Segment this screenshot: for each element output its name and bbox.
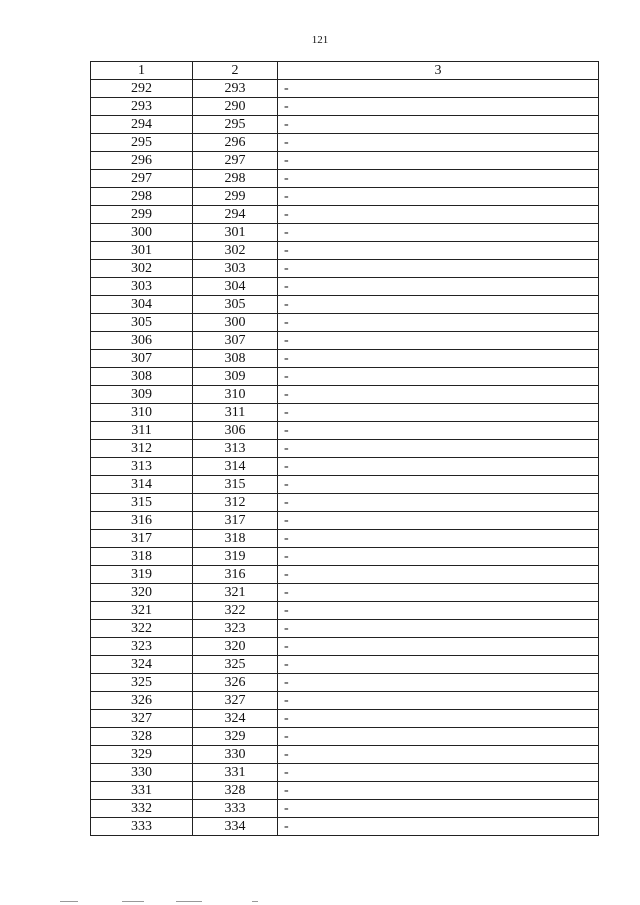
table-cell-col-2: 324: [193, 710, 278, 728]
table-row: [91, 782, 599, 800]
table-row: [91, 278, 599, 296]
table-cell-col-2: 323: [193, 620, 278, 638]
table-cell-col-2: 297: [193, 152, 278, 170]
table-cell-col-2: 327: [193, 692, 278, 710]
table-header-row: [91, 62, 599, 80]
table-cell-col-1: 293: [91, 98, 193, 116]
table-cell-col-3: -: [278, 386, 599, 404]
table-cell-col-3: -: [278, 728, 599, 746]
table-cell-col-3: -: [278, 368, 599, 386]
table-cell-col-3: -: [278, 692, 599, 710]
table-cell-col-1: 314: [91, 476, 193, 494]
table-row: [91, 674, 599, 692]
table-cell-col-2: 331: [193, 764, 278, 782]
table-cell-col-3: -: [278, 548, 599, 566]
table-cell-col-1: 304: [91, 296, 193, 314]
table-cell-col-1: 296: [91, 152, 193, 170]
table-row: [91, 206, 599, 224]
table-cell-col-3: -: [278, 350, 599, 368]
table-cell-col-1: 298: [91, 188, 193, 206]
table-cell-col-2: 315: [193, 476, 278, 494]
table-cell-col-1: 306: [91, 332, 193, 350]
table-cell-col-1: 292: [91, 80, 193, 98]
table-cell-col-3: -: [278, 242, 599, 260]
table-row: [91, 530, 599, 548]
table-cell-col-2: 306: [193, 422, 278, 440]
table-row: [91, 368, 599, 386]
table-cell-col-2: 301: [193, 224, 278, 242]
page-number: 121: [311, 34, 329, 46]
table-cell-col-1: 308: [91, 368, 193, 386]
table-cell-col-2: 310: [193, 386, 278, 404]
table-cell-col-3: -: [278, 674, 599, 692]
table-row: [91, 656, 599, 674]
table-cell-col-1: 319: [91, 566, 193, 584]
table-cell-col-1: 315: [91, 494, 193, 512]
table-cell-col-2: 328: [193, 782, 278, 800]
table-cell-col-2: 300: [193, 314, 278, 332]
table-cell-col-3: -: [278, 656, 599, 674]
table-cell-col-2: 320: [193, 638, 278, 656]
table-cell-col-3: -: [278, 710, 599, 728]
table-row: [91, 638, 599, 656]
table-cell-col-1: 331: [91, 782, 193, 800]
table-cell-col-2: 296: [193, 134, 278, 152]
table-cell-col-3: -: [278, 512, 599, 530]
table-row: [91, 440, 599, 458]
table-row: [91, 152, 599, 170]
table-cell-col-1: 327: [91, 710, 193, 728]
table-row: [91, 386, 599, 404]
table-cell-col-3: -: [278, 620, 599, 638]
table-row: [91, 170, 599, 188]
table-cell-col-1: 326: [91, 692, 193, 710]
table-row: [91, 458, 599, 476]
table-cell-col-3: -: [278, 260, 599, 278]
table-row: [91, 260, 599, 278]
table-cell-col-2: 317: [193, 512, 278, 530]
table-cell-col-2: 333: [193, 800, 278, 818]
table-cell-col-2: 299: [193, 188, 278, 206]
table-cell-col-1: 309: [91, 386, 193, 404]
table-cell-col-3: -: [278, 530, 599, 548]
table-cell-col-3: -: [278, 404, 599, 422]
table-row: [91, 296, 599, 314]
table-cell-col-1: 317: [91, 530, 193, 548]
table-row: [91, 314, 599, 332]
table-row: [91, 422, 599, 440]
table-cell-col-1: 321: [91, 602, 193, 620]
table-cell-col-3: -: [278, 134, 599, 152]
column-header-1: 1: [91, 62, 193, 80]
table-cell-col-3: -: [278, 296, 599, 314]
table-cell-col-2: 329: [193, 728, 278, 746]
table-cell-col-3: -: [278, 314, 599, 332]
table-cell-col-2: 302: [193, 242, 278, 260]
table-cell-col-1: 328: [91, 728, 193, 746]
table-cell-col-1: 325: [91, 674, 193, 692]
table-cell-col-2: 322: [193, 602, 278, 620]
table-cell-col-3: -: [278, 800, 599, 818]
table-row: [91, 566, 599, 584]
table-cell-col-2: 334: [193, 818, 278, 836]
table-cell-col-2: 290: [193, 98, 278, 116]
table-cell-col-2: 298: [193, 170, 278, 188]
table-cell-col-3: -: [278, 566, 599, 584]
table-row: [91, 764, 599, 782]
table-cell-col-2: 330: [193, 746, 278, 764]
table-cell-col-3: -: [278, 440, 599, 458]
table-cell-col-2: 325: [193, 656, 278, 674]
table-row: [91, 494, 599, 512]
table-cell-col-1: 295: [91, 134, 193, 152]
table-cell-col-1: 302: [91, 260, 193, 278]
table-cell-col-2: 311: [193, 404, 278, 422]
table-cell-col-2: 326: [193, 674, 278, 692]
table-cell-col-1: 330: [91, 764, 193, 782]
table-cell-col-2: 321: [193, 584, 278, 602]
table-row: [91, 98, 599, 116]
table-cell-col-3: -: [278, 746, 599, 764]
table-cell-col-2: 314: [193, 458, 278, 476]
table-cell-col-3: -: [278, 116, 599, 134]
table-cell-col-1: 305: [91, 314, 193, 332]
table-cell-col-3: -: [278, 476, 599, 494]
table-cell-col-3: -: [278, 764, 599, 782]
table-row: [91, 404, 599, 422]
table-cell-col-1: 320: [91, 584, 193, 602]
table-cell-col-2: 294: [193, 206, 278, 224]
table-cell-col-2: 318: [193, 530, 278, 548]
table-cell-col-3: -: [278, 422, 599, 440]
table-row: [91, 242, 599, 260]
table-cell-col-3: -: [278, 494, 599, 512]
table-cell-col-3: -: [278, 170, 599, 188]
table-cell-col-3: -: [278, 332, 599, 350]
table-cell-col-1: 303: [91, 278, 193, 296]
table-cell-col-3: -: [278, 584, 599, 602]
table-cell-col-3: -: [278, 782, 599, 800]
table-row: [91, 620, 599, 638]
table-row: [91, 800, 599, 818]
table-row: [91, 602, 599, 620]
table-cell-col-1: 299: [91, 206, 193, 224]
table-cell-col-2: 304: [193, 278, 278, 296]
table-cell-col-3: -: [278, 602, 599, 620]
table-row: [91, 746, 599, 764]
table-cell-col-1: 301: [91, 242, 193, 260]
table-row: [91, 350, 599, 368]
table-cell-col-3: -: [278, 818, 599, 836]
table-body: [91, 80, 599, 836]
table-cell-col-1: 332: [91, 800, 193, 818]
table-cell-col-2: 316: [193, 566, 278, 584]
table-cell-col-1: 323: [91, 638, 193, 656]
table-cell-col-3: -: [278, 278, 599, 296]
table-row: [91, 512, 599, 530]
table-cell-col-3: -: [278, 98, 599, 116]
table-row: [91, 476, 599, 494]
table-cell-col-2: 312: [193, 494, 278, 512]
table-row: [91, 692, 599, 710]
table-row: [91, 80, 599, 98]
table-cell-col-1: 312: [91, 440, 193, 458]
table-row: [91, 188, 599, 206]
table-cell-col-1: 300: [91, 224, 193, 242]
table-cell-col-2: 295: [193, 116, 278, 134]
table-row: [91, 548, 599, 566]
table-cell-col-1: 322: [91, 620, 193, 638]
table-cell-col-1: 318: [91, 548, 193, 566]
table-cell-col-1: 333: [91, 818, 193, 836]
table-cell-col-1: 294: [91, 116, 193, 134]
table-row: [91, 134, 599, 152]
table-row: [91, 818, 599, 836]
table-cell-col-2: 313: [193, 440, 278, 458]
column-header-3: 3: [278, 62, 599, 80]
table-cell-col-3: -: [278, 458, 599, 476]
table-cell-col-1: 311: [91, 422, 193, 440]
table-cell-col-1: 313: [91, 458, 193, 476]
data-table: [90, 61, 599, 836]
table-row: [91, 710, 599, 728]
table-cell-col-1: 316: [91, 512, 193, 530]
table-cell-col-2: 309: [193, 368, 278, 386]
table-cell-col-2: 307: [193, 332, 278, 350]
table-cell-col-3: -: [278, 224, 599, 242]
table-cell-col-1: 297: [91, 170, 193, 188]
table-cell-col-1: 310: [91, 404, 193, 422]
table-cell-col-3: -: [278, 638, 599, 656]
table-cell-col-1: 329: [91, 746, 193, 764]
table-cell-col-3: -: [278, 152, 599, 170]
table-cell-col-3: -: [278, 206, 599, 224]
table-cell-col-1: 307: [91, 350, 193, 368]
column-header-2: 2: [193, 62, 278, 80]
table-cell-col-2: 293: [193, 80, 278, 98]
table-row: [91, 332, 599, 350]
table-row: [91, 584, 599, 602]
table-cell-col-3: -: [278, 188, 599, 206]
table-cell-col-2: 305: [193, 296, 278, 314]
table-cell-col-2: 303: [193, 260, 278, 278]
table-row: [91, 116, 599, 134]
table-cell-col-3: -: [278, 80, 599, 98]
scan-edge-marks: [0, 900, 640, 905]
table-row: [91, 224, 599, 242]
table-cell-col-2: 319: [193, 548, 278, 566]
table-cell-col-1: 324: [91, 656, 193, 674]
table-cell-col-2: 308: [193, 350, 278, 368]
table-row: [91, 728, 599, 746]
